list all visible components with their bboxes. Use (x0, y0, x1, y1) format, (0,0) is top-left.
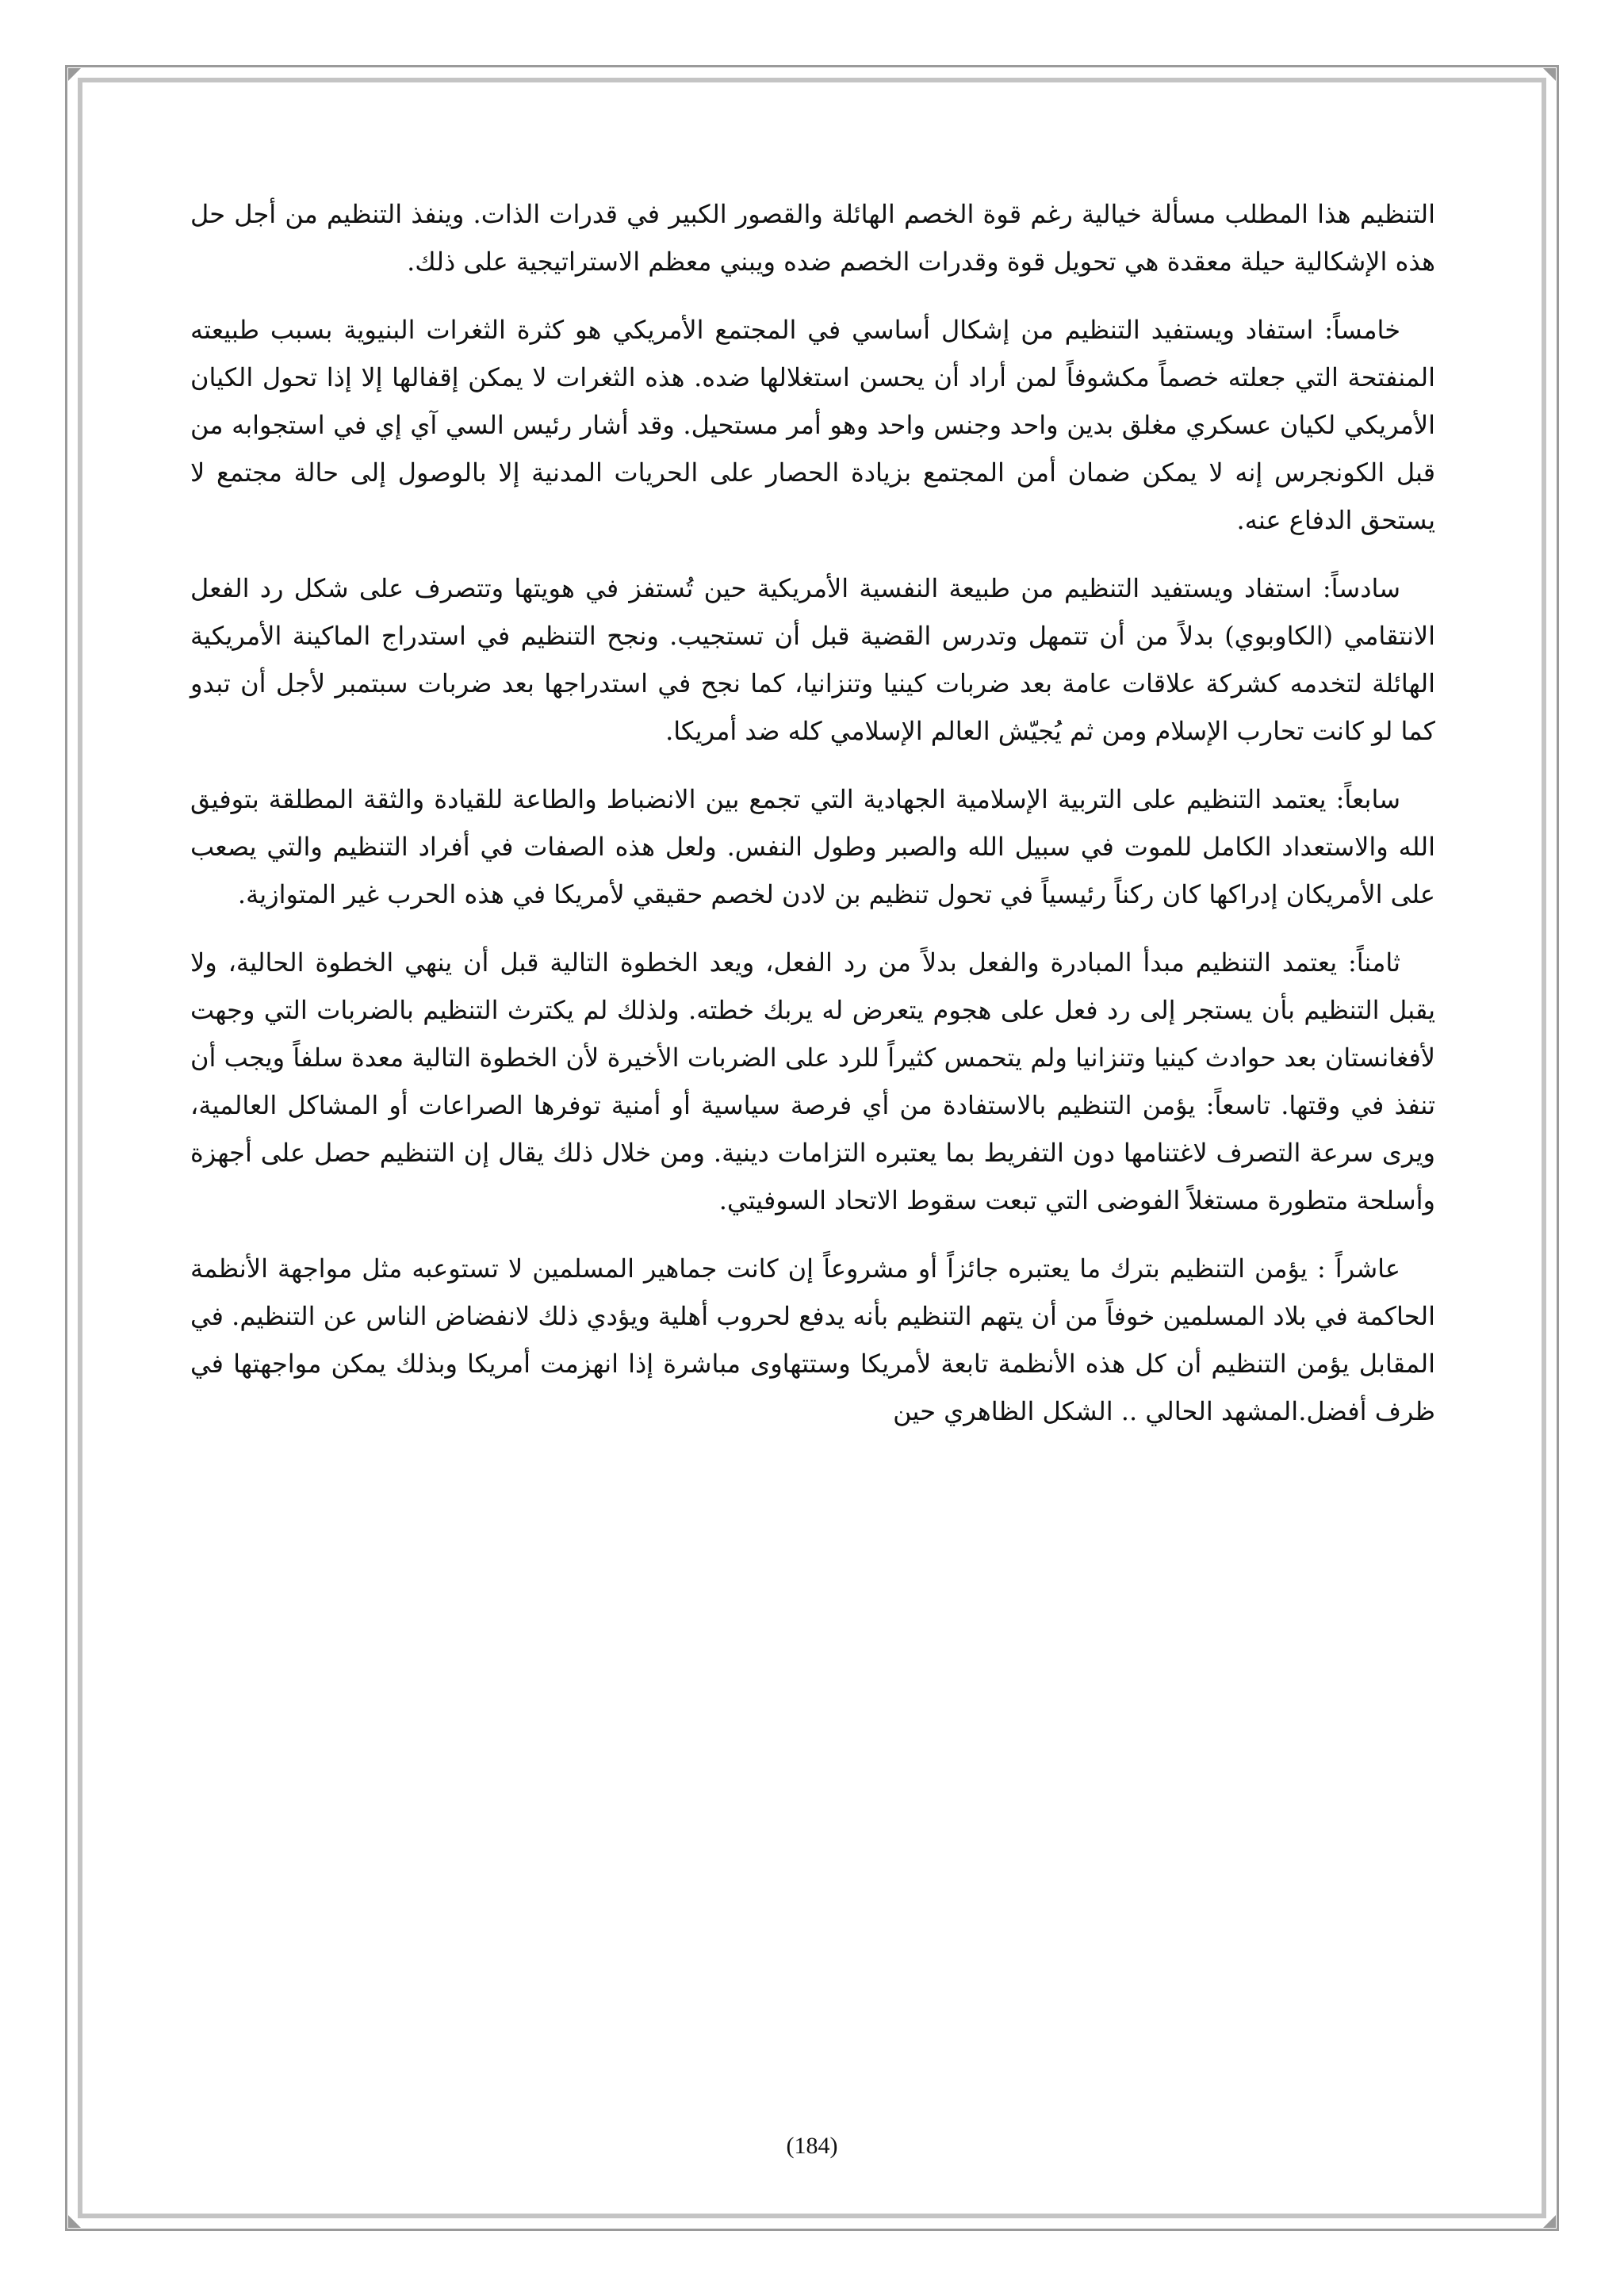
frame-corner-ornament (68, 68, 81, 81)
document-body (190, 190, 1435, 1456)
frame-corner-ornament (1543, 2215, 1556, 2228)
paragraph-tenth: عاشراً : يؤمن التنظيم بترك ما يعتبره جائزاً أو مشروعاً إن كانت جماهير المسلمين لا تستوعبه مثل مواجهة الأنظمة الحاكمة في بلاد المسلمين خوفاً من أن يتهم التنظيم بأنه يدفع لحروب أهلية ويؤدي ذلك لانفضاض الناس عن التنظيم. في المقابل يؤمن التنظيم أن كل هذه الأنظمة تابعة لأمريكا وستتهاوى مباشرة إذا انهزمت أمريكا وبذلك يمكن مواجهتها في ظرف أفضل.المشهد الحالي .. الشكل الظاهري حين (190, 1253, 1436, 1426)
frame-corner-ornament (1543, 68, 1556, 81)
page-number: (184) (786, 2133, 838, 2159)
paragraph-eighth-ninth: ثامناً: يعتمد التنظيم مبدأ المبادرة والفعل بدلاً من رد الفعل، ويعد الخطوة التالية قبل أن ينهي الخطوة الحالية، ولا يقبل التنظيم بأن يستجر إلى رد فعل على هجوم يتعرض له يربك خطته. ولذلك لم يكترث التنظيم بالضربات التي وجهت لأفغانستان بعد حوادث كينيا وتنزانيا ولم يتحمس كثيراً للرد على الضربات الأخيرة لأن الخطوة التالية معدة سلفاً ويجب أن تنفذ في وقتها. تاسعاً: يؤمن التنظيم بالاستفادة من أي فرصة سياسية أو أمنية توفرها الصراعات أو المشاكل العالمية، ويرى سرعة التصرف لاغتنامها دون التفريط بما يعتبره التزامات دينية. ومن خلال ذلك يقال إن التنظيم حصل على أجهزة وأسلحة متطورة مستغلاً الفوضى التي تبعت سقوط الاتحاد السوفيتي. (190, 947, 1436, 1215)
paragraph-fifth: خامساً: استفاد ويستفيد التنظيم من إشكال أساسي في المجتمع الأمريكي هو كثرة الثغرات البنيوية بسبب طبيعته المنفتحة التي جعلته خصماً مكشوفاً لمن أراد أن يحسن استغلالها ضده. هذه الثغرات لا يمكن إقفالها إلا إذا تحول الكيان الأمريكي لكيان عسكري مغلق بدين واحد وجنس واحد وهو أمر مستحيل. وقد أشار رئيس السي آي إي في استجوابه من قبل الكونجرس إنه لا يمكن ضمان أمن المجتمع بزيادة الحصار على الحريات المدنية إلا بالوصول إلى حالة مجتمع لا يستحق الدفاع عنه. (190, 315, 1436, 535)
frame-corner-ornament (68, 2215, 81, 2228)
paragraph-sixth: سادساً: استفاد ويستفيد التنظيم من طبيعة النفسية الأمريكية حين تُستفز في هويتها وتتصرف على شكل رد الفعل الانتقامي (الكاوبوي) بدلاً من أن تتمهل وتدرس القضية قبل أن تستجيب. ونجح التنظيم في استدراج الماكينة الأمريكية الهائلة لتخدمه كشركة علاقات عامة بعد ضربات كينيا وتنزانيا، كما نجح في استدراجها بعد ضربات سبتمبر لأجل أن تبدو كما لو كانت تحارب الإسلام ومن ثم يُجيّش العالم الإسلامي كله ضد أمريكا. (190, 573, 1435, 746)
paragraph-seventh: سابعاً: يعتمد التنظيم على التربية الإسلامية الجهادية التي تجمع بين الانضباط والطاعة للقيادة والثقة المطلقة بتوفيق الله والاستعداد الكامل للموت في سبيل الله والصبر وطول النفس. ولعل هذه الصفات في أفراد التنظيم والتي يصعب على الأمريكان إدراكها كان ركناً رئيسياً في تحول تنظيم بن لادن لخصم حقيقي لأمريكا في هذه الحرب غير المتوازية. (190, 784, 1435, 909)
paragraph-continuation: التنظيم هذا المطلب مسألة خيالية رغم قوة الخصم الهائلة والقصور الكبير في قدرات الذات. وينفذ التنظيم من أجل حل هذه الإشكالية حيلة معقدة هي تحويل قوة وقدرات الخصم ضده ويبني معظم الاستراتيجية على ذلك. (190, 199, 1435, 277)
